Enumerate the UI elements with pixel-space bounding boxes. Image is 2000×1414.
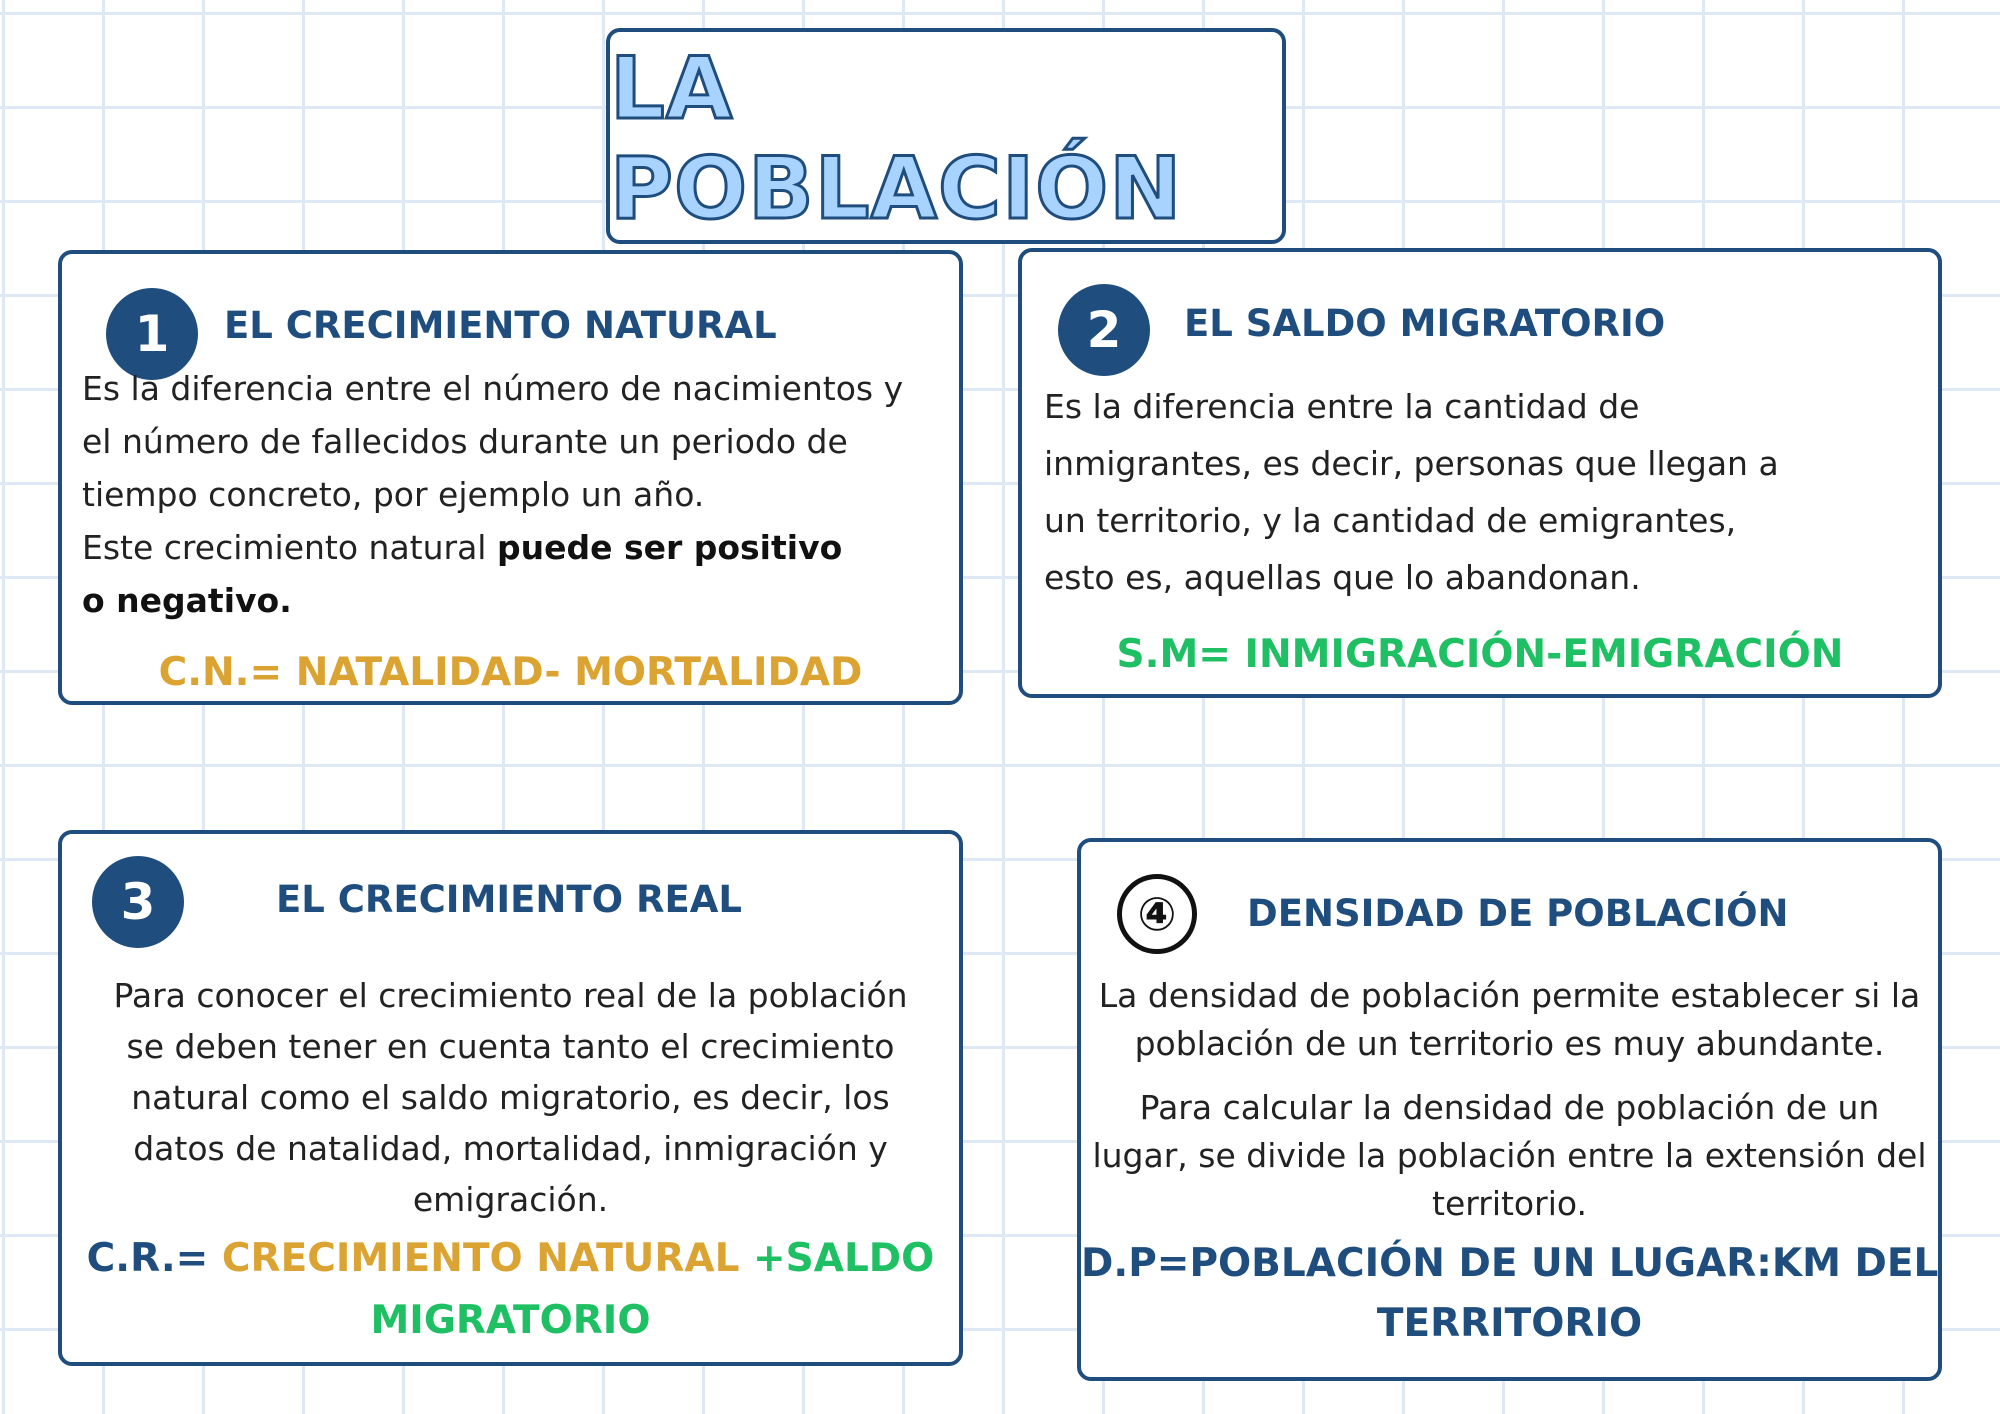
section-heading: EL SALDO MIGRATORIO xyxy=(1184,302,1666,345)
formula-part: CRECIMIENTO NATURAL xyxy=(221,1236,753,1281)
section-number-badge: 2 xyxy=(1058,284,1150,376)
body-line: se deben tener en cuenta tanto el crecimiento xyxy=(126,1027,895,1066)
title-box xyxy=(606,28,1286,244)
section-number-badge: ④ xyxy=(1117,874,1197,954)
section-heading: EL CRECIMIENTO NATURAL xyxy=(224,304,777,347)
body-line: un territorio, y la cantidad de emigrantes, xyxy=(1044,501,1737,540)
section-heading: DENSIDAD DE POBLACIÓN xyxy=(1247,892,1789,935)
body-line: tiempo concreto, por ejemplo un año. xyxy=(82,475,705,514)
formula xyxy=(1081,1234,1938,1354)
formula xyxy=(62,1228,959,1352)
section-crecimiento-natural xyxy=(58,250,963,705)
section-number-badge: 3 xyxy=(92,856,184,948)
body-line xyxy=(82,574,962,627)
formula: C.N.= NATALIDAD- MORTALIDAD xyxy=(158,650,863,695)
body-line: Para conocer el crecimiento real de la población xyxy=(113,976,908,1015)
body-line: esto es, aquellas que lo abandonan. xyxy=(1044,558,1641,597)
body-line: datos de natalidad, mortalidad, inmigración y xyxy=(133,1129,888,1168)
section-crecimiento-real xyxy=(58,830,963,1366)
body-line: inmigrantes, es decir, personas que llegan a xyxy=(1044,444,1779,483)
section-saldo-migratorio xyxy=(1018,248,1942,698)
body-line: el número de fallecidos durante un periodo de xyxy=(82,422,848,461)
body-line: La densidad de población permite establecer si la xyxy=(1098,976,1921,1015)
body-line: territorio. xyxy=(1432,1184,1587,1223)
section-densidad-poblacion xyxy=(1077,838,1942,1381)
body-line: Para calcular la densidad de población de un xyxy=(1139,1088,1880,1127)
formula-line: D.P=POBLACIÓN DE UN LUGAR:KM DEL xyxy=(1081,1241,1939,1286)
body-line: lugar, se divide la población entre la extensión del xyxy=(1092,1136,1927,1175)
formula-part: C.R.= xyxy=(86,1236,222,1281)
formula-line: TERRITORIO xyxy=(1376,1301,1643,1346)
formula-line xyxy=(62,1228,959,1290)
formula-part: +SALDO xyxy=(753,1236,935,1281)
page-title: LA POBLACIÓN xyxy=(610,39,1183,239)
body-text-plain: Este crecimiento natural xyxy=(82,528,497,567)
body-line: emigración. xyxy=(412,1180,609,1219)
section-body xyxy=(1044,378,1924,606)
formula-line: MIGRATORIO xyxy=(370,1298,651,1343)
section-body xyxy=(82,362,962,627)
section-number-badge: 1 xyxy=(106,288,198,380)
section-body xyxy=(1081,972,1938,1228)
body-text-bold: o negativo. xyxy=(82,581,292,620)
section-body xyxy=(62,970,959,1225)
body-line: población de un territorio es muy abundante. xyxy=(1134,1024,1885,1063)
body-line: Es la diferencia entre la cantidad de xyxy=(1044,387,1640,426)
section-heading: EL CRECIMIENTO REAL xyxy=(276,878,742,921)
formula: S.M= INMIGRACIÓN-EMIGRACIÓN xyxy=(1116,632,1844,677)
body-line xyxy=(82,521,962,574)
body-text-bold: puede ser positivo xyxy=(496,528,843,567)
body-line: natural como el saldo migratorio, es decir, los xyxy=(131,1078,890,1117)
body-line: Es la diferencia entre el número de nacimientos y xyxy=(82,369,904,408)
